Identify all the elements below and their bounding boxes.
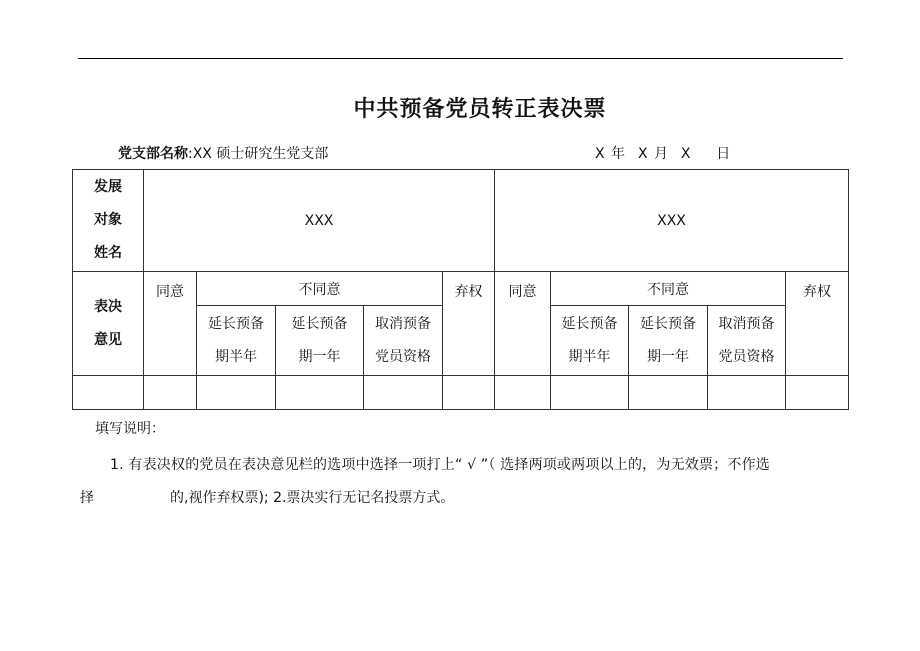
vote-mark-label-cell: [73, 376, 144, 410]
notes-line-2-rest: 的,视作弃权票); 2.票决实行无记名投票方式。: [170, 490, 455, 506]
candidate-label-cell: [73, 170, 144, 272]
page-title: 中共预备党员转正表决票: [353, 97, 607, 122]
branch-name-value: :XX 硕士研究生党支部: [188, 146, 329, 162]
c2-extend-one-year-line-1: 延长预备: [640, 315, 697, 332]
c2-extend-half-year: [551, 306, 629, 376]
candidate-2-name: XXX: [495, 170, 849, 272]
c2-abstain-header: 弃权: [786, 272, 849, 376]
c2-agree-mark-cell[interactable]: [495, 376, 551, 410]
c1-disagree-header: 不同意: [197, 272, 443, 306]
c2-extend-one-year-line-2: 期一年: [647, 348, 690, 365]
branch-name-line: [118, 143, 328, 163]
c1-abstain-mark-cell[interactable]: [443, 376, 495, 410]
c1-extend-half-year-mark-cell[interactable]: [197, 376, 276, 410]
c1-agree-mark-cell[interactable]: [144, 376, 197, 410]
c1-extend-one-year: [276, 306, 364, 376]
notes-line-2-start: 择: [80, 490, 94, 506]
c1-extend-one-year-line-1: 延长预备: [291, 315, 348, 332]
candidate-label-line-2: 对象: [94, 212, 122, 228]
c2-extend-half-year-line-2: 期半年: [568, 348, 611, 365]
c1-extend-half-year-line-2: 期半年: [215, 348, 257, 365]
c2-extend-half-year-mark-cell[interactable]: [551, 376, 629, 410]
c1-cancel-mark-cell[interactable]: [364, 376, 443, 410]
c1-cancel-line-1: 取消预备: [375, 315, 431, 332]
c2-cancel-membership: [708, 306, 786, 376]
c1-extend-one-year-mark-cell[interactable]: [276, 376, 364, 410]
c2-cancel-line-2: 党员资格: [718, 348, 775, 365]
c2-cancel-line-1: 取消预备: [718, 315, 775, 332]
vote-mark-row: [73, 376, 849, 410]
candidate-label-line-3: 姓名: [94, 245, 122, 261]
c1-extend-one-year-line-2: 期一年: [298, 348, 341, 365]
c2-extend-one-year: [629, 306, 708, 376]
branch-name-label: 党支部名称: [118, 146, 188, 162]
c2-disagree-header: 不同意: [551, 272, 786, 306]
c1-agree-header: 同意: [144, 272, 197, 376]
ballot-table: [72, 169, 849, 410]
c1-cancel-membership: [364, 306, 443, 376]
c2-extend-one-year-mark-cell[interactable]: [629, 376, 708, 410]
vote-label-line-2: 意见: [94, 331, 122, 348]
c2-agree-header: 同意: [495, 272, 551, 376]
candidate-row: [73, 170, 849, 272]
c2-cancel-mark-cell[interactable]: [708, 376, 786, 410]
vote-label-cell: [73, 272, 144, 376]
candidate-1-name: XXX: [144, 170, 495, 272]
c1-cancel-line-2: 党员资格: [375, 348, 431, 365]
notes-title: 填写说明：: [95, 421, 165, 437]
c1-extend-half-year: [197, 306, 276, 376]
c2-extend-half-year-line-1: 延长预备: [561, 315, 618, 332]
notes-line-1: 1. 有表决权的党员在表决意见栏的选项中选择一项打上“ √ ”（ 选择两项或两项以上的，为无效票；不作选: [110, 457, 770, 473]
vote-label-line-1: 表决: [94, 298, 122, 315]
header-rule: [78, 58, 843, 59]
c1-extend-half-year-line-1: 延长预备: [208, 315, 264, 332]
options-header-row: [73, 272, 849, 306]
date-line: X 年 X 月 X 日: [595, 146, 731, 162]
c1-abstain-header: 弃权: [443, 272, 495, 376]
c2-abstain-mark-cell[interactable]: [786, 376, 849, 410]
candidate-label-line-1: 发展: [94, 179, 122, 195]
